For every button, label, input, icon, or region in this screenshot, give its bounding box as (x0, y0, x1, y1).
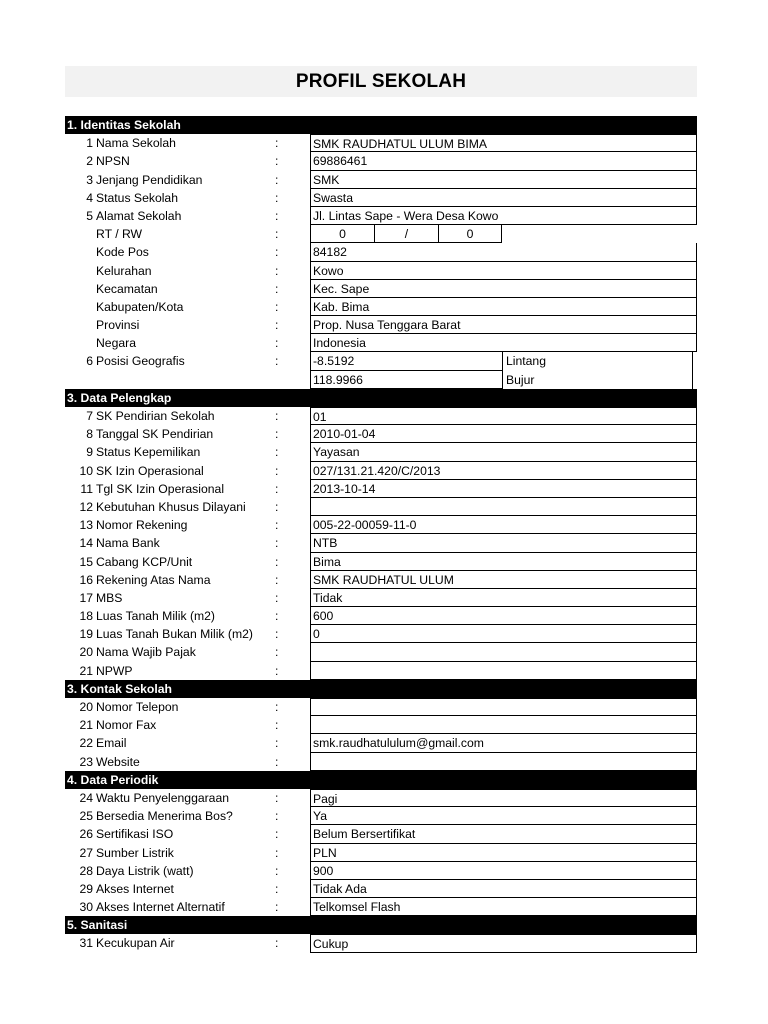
field-value[interactable]: 118.9966 (310, 371, 503, 389)
row-number: 22 (79, 736, 93, 751)
form-row (65, 425, 697, 443)
coordinate-label: Lintang (503, 352, 693, 370)
rt-rw-separator: / (375, 225, 439, 243)
field-label: Cabang KCP/Unit (96, 554, 193, 569)
field-value[interactable]: 0 (310, 625, 697, 643)
field-value[interactable]: Prop. Nusa Tenggara Barat (310, 316, 697, 334)
field-label: NPSN (96, 154, 130, 169)
field-value[interactable] (310, 698, 697, 716)
form-row (65, 225, 697, 243)
field-label: Waktu Penyelenggaraan (96, 790, 230, 805)
field-value[interactable]: Belum Bersertifikat (310, 825, 697, 843)
field-label: Bersedia Menerima Bos? (96, 809, 233, 824)
field-label: NPWP (96, 663, 133, 678)
field-value[interactable]: Kab. Bima (310, 298, 697, 316)
row-number: 2 (86, 154, 93, 169)
row-number: 13 (79, 518, 93, 533)
form-row (65, 553, 697, 571)
form-row (65, 480, 697, 498)
colon-separator: : (275, 245, 279, 260)
rt-rw-cells (310, 225, 502, 243)
form-row (65, 298, 697, 316)
field-value[interactable]: 005-22-00059-11-0 (310, 516, 697, 534)
field-value[interactable]: Tidak Ada (310, 880, 697, 898)
field-value[interactable]: smk.raudhatululum@gmail.com (310, 734, 697, 752)
field-value[interactable]: Pagi (310, 789, 697, 807)
row-number: 20 (79, 700, 93, 714)
colon-separator: : (275, 863, 279, 878)
colon-separator: : (275, 227, 279, 242)
row-number: 19 (79, 627, 93, 642)
colon-separator: : (275, 572, 279, 587)
colon-separator: : (275, 936, 279, 951)
field-label: Negara (96, 336, 136, 351)
colon-separator: : (275, 354, 279, 369)
field-value[interactable]: 600 (310, 607, 697, 625)
field-label: RT / RW (96, 227, 143, 242)
row-number: 21 (79, 718, 93, 733)
title-bar (65, 66, 697, 97)
form-row (65, 152, 697, 170)
colon-separator: : (275, 845, 279, 860)
colon-separator: : (275, 736, 279, 751)
form-row (65, 534, 697, 552)
form-row (65, 498, 697, 516)
form-row (65, 462, 697, 480)
coordinate-label: Bujur (503, 371, 693, 389)
field-label: Luas Tanah Milik (m2) (96, 609, 215, 624)
field-value[interactable]: Bima (310, 553, 697, 571)
field-value[interactable]: 84182 (310, 243, 697, 261)
section-header: 3. Data Pelengkap (65, 389, 697, 407)
colon-separator: : (275, 499, 279, 514)
form-row (65, 753, 697, 771)
colon-separator: : (275, 645, 279, 660)
form-row (65, 898, 697, 916)
row-number: 28 (79, 863, 93, 878)
colon-separator: : (275, 281, 279, 296)
form-row (65, 625, 697, 643)
form-row (65, 880, 697, 898)
field-label: Posisi Geografis (96, 354, 185, 369)
colon-separator: : (275, 409, 279, 423)
row-number: 12 (79, 499, 93, 514)
row-number: 4 (86, 190, 93, 205)
colon-separator: : (275, 336, 279, 351)
colon-separator: : (275, 427, 279, 442)
form-row (65, 934, 697, 952)
field-label: Status Sekolah (96, 190, 178, 205)
section-header: 1. Identitas Sekolah (65, 116, 697, 134)
field-label: Akses Internet (96, 881, 174, 896)
rw-value[interactable]: 0 (439, 225, 502, 243)
form-row (65, 407, 697, 425)
form-row (65, 134, 697, 152)
form-row (65, 316, 697, 334)
field-value[interactable]: SMK (310, 171, 697, 189)
colon-separator: : (275, 790, 279, 805)
field-value[interactable] (310, 643, 697, 661)
field-value[interactable]: Yayasan (310, 443, 697, 461)
row-number: 23 (79, 754, 93, 769)
row-number: 8 (86, 427, 93, 442)
field-label: Email (96, 736, 127, 751)
field-value[interactable]: Indonesia (310, 334, 697, 352)
field-label: Jenjang Pendidikan (96, 172, 203, 187)
form-row (65, 280, 697, 298)
section-header: 5. Sanitasi (65, 916, 697, 934)
colon-separator: : (275, 754, 279, 769)
form-row (65, 844, 697, 862)
field-label: SK Izin Operasional (96, 463, 204, 478)
row-number: 21 (79, 663, 93, 678)
row-number: 27 (79, 845, 93, 860)
field-label: Website (96, 754, 140, 769)
row-number: 7 (86, 409, 93, 423)
form-row (65, 643, 697, 661)
field-value[interactable]: Kowo (310, 262, 697, 280)
form-row (65, 516, 697, 534)
field-value[interactable]: Tidak (310, 589, 697, 607)
row-number: 17 (79, 590, 93, 605)
colon-separator: : (275, 881, 279, 896)
form-row (65, 825, 697, 843)
school-profile-form (65, 116, 697, 953)
colon-separator: : (275, 445, 279, 460)
colon-separator: : (275, 208, 279, 223)
colon-separator: : (275, 299, 279, 314)
field-value[interactable]: 01 (310, 407, 697, 425)
field-label: Nomor Telepon (96, 700, 179, 714)
colon-separator: : (275, 900, 279, 915)
row-number: 11 (80, 481, 93, 496)
field-value[interactable]: 027/131.21.420/C/2013 (310, 462, 697, 480)
field-value[interactable]: 69886461 (310, 152, 697, 170)
field-label: Nama Bank (96, 536, 160, 551)
row-number: 18 (79, 609, 93, 624)
form-row (65, 789, 697, 807)
field-label: Kabupaten/Kota (96, 299, 184, 314)
row-number: 20 (79, 645, 93, 660)
field-value[interactable]: Kec. Sape (310, 280, 697, 298)
form-row (65, 862, 697, 880)
field-value[interactable]: Telkomsel Flash (310, 898, 697, 916)
field-label: Tanggal SK Pendirian (96, 427, 214, 442)
form-row (65, 352, 697, 370)
row-number: 29 (79, 881, 93, 896)
colon-separator: : (275, 172, 279, 187)
row-number: 25 (79, 809, 93, 824)
field-label: Tgl SK Izin Operasional (96, 481, 225, 496)
field-value[interactable] (310, 662, 697, 680)
form-row (65, 334, 697, 352)
field-label: Sertifikasi ISO (96, 827, 174, 842)
field-label: Nama Sekolah (96, 136, 176, 151)
form-row (65, 662, 697, 680)
field-label: Daya Listrik (watt) (96, 863, 194, 878)
field-label: Luas Tanah Bukan Milik (m2) (96, 627, 253, 642)
field-value[interactable]: Jl. Lintas Sape - Wera Desa Kowo (310, 207, 697, 225)
section-header: 3. Kontak Sekolah (65, 680, 697, 698)
row-number: 26 (79, 827, 93, 842)
colon-separator: : (275, 700, 279, 714)
colon-separator: : (275, 663, 279, 678)
colon-separator: : (275, 518, 279, 533)
colon-separator: : (275, 263, 279, 278)
field-value[interactable]: PLN (310, 844, 697, 862)
row-number: 9 (86, 445, 93, 460)
field-label: Kecamatan (96, 281, 158, 296)
field-label: Nomor Rekening (96, 518, 188, 533)
colon-separator: : (275, 136, 279, 151)
form-row (65, 171, 697, 189)
field-label: Akses Internet Alternatif (96, 900, 225, 915)
field-value[interactable]: Cukup (310, 934, 697, 952)
form-row (65, 589, 697, 607)
field-label: Status Kepemilikan (96, 445, 201, 460)
form-row (65, 443, 697, 461)
row-number: 6 (86, 354, 93, 369)
field-value[interactable] (310, 753, 697, 771)
field-value[interactable] (310, 498, 697, 516)
form-row (65, 571, 697, 589)
row-number: 1 (86, 136, 93, 151)
form-row (65, 189, 697, 207)
field-value[interactable]: SMK RAUDHATUL ULUM (310, 571, 697, 589)
form-row (65, 207, 697, 225)
row-number: 14 (79, 536, 93, 551)
field-value[interactable]: Ya (310, 807, 697, 825)
row-number: 5 (86, 208, 93, 223)
field-label: MBS (96, 590, 123, 605)
field-value[interactable] (310, 716, 697, 734)
field-label: Kebutuhan Khusus Dilayani (96, 499, 246, 514)
colon-separator: : (275, 190, 279, 205)
form-row (65, 734, 697, 752)
field-label: Kelurahan (96, 263, 152, 278)
row-number: 16 (79, 572, 93, 587)
field-value[interactable]: NTB (310, 534, 697, 552)
field-label: Provinsi (96, 318, 140, 333)
row-number: 3 (86, 172, 93, 187)
form-row (65, 698, 697, 716)
form-row (65, 716, 697, 734)
field-value[interactable]: 2013-10-14 (310, 480, 697, 498)
field-label: Rekening Atas Nama (96, 572, 211, 587)
field-value[interactable]: 900 (310, 862, 697, 880)
field-label: SK Pendirian Sekolah (96, 409, 215, 423)
colon-separator: : (275, 318, 279, 333)
section-header: 4. Data Periodik (65, 771, 697, 789)
colon-separator: : (275, 718, 279, 733)
field-label: Alamat Sekolah (96, 208, 182, 223)
field-value[interactable]: -8.5192 (310, 352, 503, 370)
colon-separator: : (275, 827, 279, 842)
field-value[interactable]: 2010-01-04 (310, 425, 697, 443)
colon-separator: : (275, 554, 279, 569)
field-value[interactable]: Swasta (310, 189, 697, 207)
colon-separator: : (275, 536, 279, 551)
colon-separator: : (275, 609, 279, 624)
colon-separator: : (275, 590, 279, 605)
colon-separator: : (275, 481, 279, 496)
field-label: Kecukupan Air (96, 936, 175, 951)
form-row (65, 607, 697, 625)
row-number: 10 (79, 463, 93, 478)
rt-value[interactable]: 0 (310, 225, 375, 243)
field-label: Nama Wajib Pajak (96, 645, 196, 660)
colon-separator: : (275, 463, 279, 478)
colon-separator: : (275, 627, 279, 642)
row-number: 31 (79, 936, 93, 951)
form-row (65, 243, 697, 261)
form-row (65, 262, 697, 280)
field-label: Sumber Listrik (96, 845, 174, 860)
field-label: Nomor Fax (96, 718, 157, 733)
row-number: 24 (79, 790, 93, 805)
row-number: 30 (79, 900, 93, 915)
field-label: Kode Pos (96, 245, 149, 260)
form-row (65, 807, 697, 825)
field-value[interactable]: SMK RAUDHATUL ULUM BIMA (310, 134, 697, 152)
colon-separator: : (275, 809, 279, 824)
form-row (65, 371, 697, 389)
page-title: PROFIL SEKOLAH (295, 70, 467, 92)
row-number: 15 (79, 554, 93, 569)
colon-separator: : (275, 154, 279, 169)
